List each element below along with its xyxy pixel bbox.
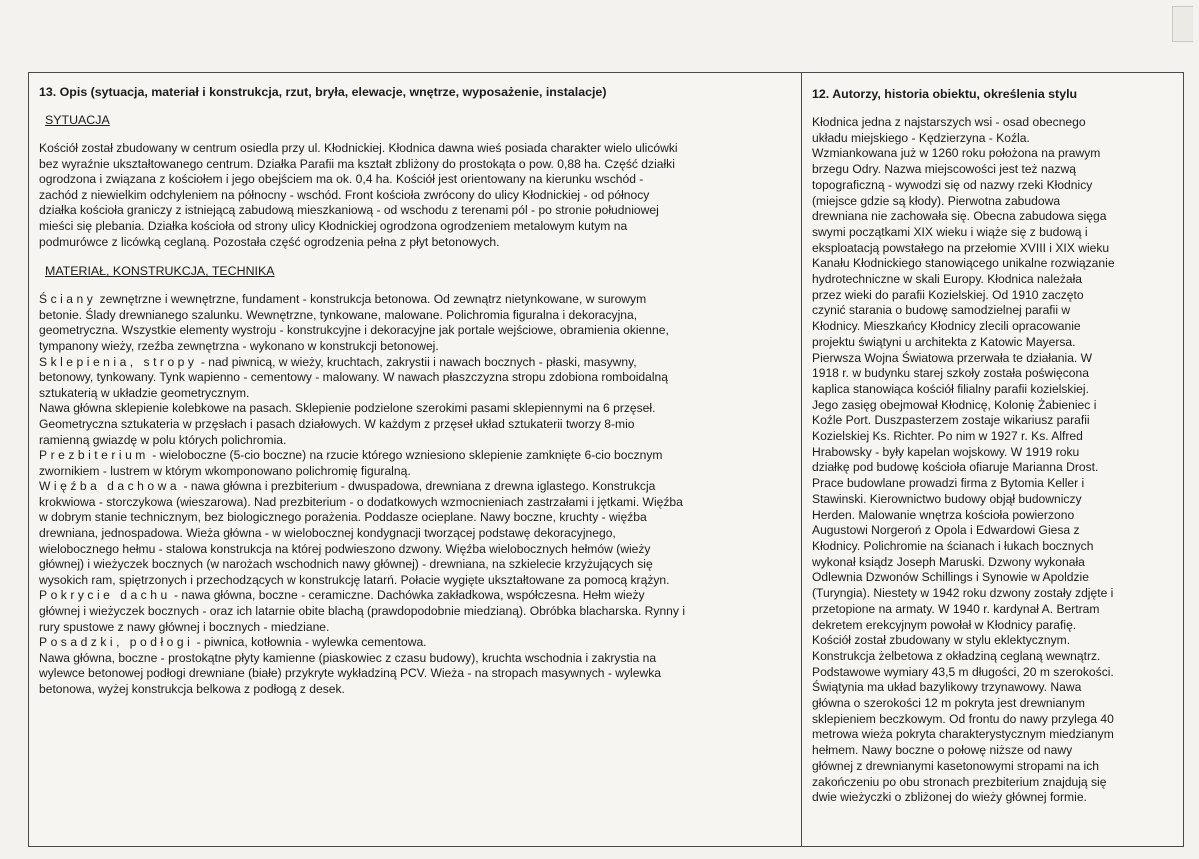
- material-text: drewniana, jednospadowa. Wieża główna - w wielobocznej kondygnacji tworzącej podstawę dekoracyjnego,: [39, 526, 616, 541]
- material-line: [39, 510, 791, 526]
- history-line: Augustowi Norgeroń z Opola i Edwardowi Giesa z: [812, 523, 1080, 538]
- history-column: [802, 73, 1183, 846]
- material-line: [39, 620, 791, 636]
- history-line: sklepieniem beczkowym. Od frontu do nawy przylega 40: [812, 711, 1114, 726]
- history-line: Świątynia ma układ bazylikowy trzynawowy. Nawa: [812, 680, 1082, 695]
- material-text: - piwnica, kotłownia - wylewka cementowa.: [193, 635, 427, 650]
- history-line: Jego zasięg obejmował Kłodnicę, Kolonię Żabieniec i: [812, 397, 1097, 412]
- history-line: Konstrukcja żelbetowa z okładziną ceglaną wewnątrz.: [812, 648, 1101, 663]
- material-line: [39, 651, 791, 667]
- material-text: głównej i wieżyczek bocznych - oraz ich latarnie obite blachą (prawdopodobnie miedzianą). Obróbka blacharska. Rynny i: [39, 604, 686, 619]
- material-text: wysokich ram, spiętrzonych i przechodzących w konstrukcję latarń. Połacie wygięte ukształtowane za pomocą krążyn.: [39, 572, 670, 587]
- material-text: krokwiowa - storczykowa (wieszarowa). Nad prezbiterium - o dodatkowych wzmocnieniach zastrzałami i jętkami. Więźba: [39, 494, 683, 509]
- history-line: hełmem. Nawy boczne o połowę niższe od nawy: [812, 743, 1073, 758]
- history-line: dekretem erekcyjnym powołał w Kłodnicy parafię.: [812, 617, 1077, 632]
- description-heading: 13. Opis (sytuacja, materiał i konstrukcja, rzut, bryła, elewacje, wnętrze, wyposażenie, instalacje): [39, 85, 607, 99]
- history-line: główna o szerokości 12 m pokryta jest drewnianym: [812, 696, 1085, 711]
- material-term: Sklepienia, stropy: [39, 354, 198, 369]
- history-line: 1918 r. w budynku starej szkoły została poświęcona: [812, 366, 1089, 381]
- situation-paragraph: [39, 141, 791, 250]
- material-paragraph: [39, 292, 791, 697]
- material-text: Geometryczna sztukateria w przęsłach i pasach działowych. W każdym z przęseł układ sztukaterii tworzy 8-mio: [39, 416, 635, 431]
- history-line: hydrotechniczne w skali Europy. Kłodnica należała: [812, 272, 1083, 287]
- material-line: [39, 557, 791, 573]
- material-line: [39, 635, 791, 651]
- history-line: Kanału Kłodnickiego stanowiącego unikalne rozwiązanie: [812, 256, 1115, 271]
- history-line: topograficzną - wywodzi się od nazwy rzeki Kłodnicy: [812, 177, 1093, 192]
- history-line: zakończeniu po obu stronach prezbiterium znajdują się: [812, 774, 1107, 789]
- material-line: [39, 495, 791, 511]
- material-line: [39, 588, 791, 604]
- material-text: ramienną gwiazdę w polu których polichromia.: [39, 432, 287, 447]
- history-line: (Turyngia). Niestety w 1942 roku dzwony zostały zdjęte i: [812, 586, 1114, 601]
- material-term: Prezbiterium: [39, 448, 149, 463]
- material-line: [39, 386, 791, 402]
- history-line: metrowa wieża pokryta charakterystycznym miedzianym: [812, 727, 1114, 742]
- history-line: układu miejskiego - Kędzierzyna - Koźla.: [812, 130, 1030, 145]
- history-line: dwie wieżyczki o zbliżonej do wieży głównej formie.: [812, 790, 1087, 805]
- history-line: kaplica stanowiąca kościół filialny parafii kozielskiej.: [812, 381, 1089, 396]
- history-line: Podstawowe wymiary 43,5 m długości, 20 m szerokości.: [812, 664, 1114, 679]
- material-text: - wieloboczne (5-cio boczne) na rzucie którego wzniesiono sklepienie zamknięte 6-cio bocznym: [148, 448, 663, 463]
- material-text: geometryczna. Wszystkie elementy wystroju - konstrukcyjne i dekoracyjne jak portale wejściowe, obramienia okienne,: [39, 323, 669, 338]
- material-text: betonowa, wyżej konstrukcja belkowa z podłogą z desek.: [39, 682, 345, 696]
- history-line: działkę pod budowę kościoła ofiaruje Marianna Drost.: [812, 460, 1099, 475]
- history-line: wykonał ksiądz Joseph Maruski. Dzwony wykonała: [812, 554, 1085, 569]
- material-text: - nawa główna, boczne - ceramiczne. Dachówka zakładkowa, współczesna. Hełm wieży: [170, 588, 645, 603]
- situation-line: działka kościoła graniczy z istniejącą zabudową mieszkaniową - od wschodu z terenami pól - po stronie południowej: [39, 203, 659, 218]
- situation-line: zachód z niewielkim odchyleniem na północny - wschód. Front kościoła zwrócony do ulicy Kłodnickiej - od północy: [39, 187, 650, 202]
- history-line: Stawinski. Kierownictwo budowy objął budowniczy: [812, 491, 1082, 506]
- material-line: [39, 666, 791, 682]
- situation-line: ogrodzona i związana z kościołem i jego obejściem ma ok. 0,4 ha. Kościół jest orientowany na kierunku wschód -: [39, 172, 644, 187]
- history-line: swymi początkami XIX wieku i wiąże się z budową i: [812, 224, 1088, 239]
- history-line: Kozielskiej Ks. Richter. Po nim w 1927 r. Ks. Alfred: [812, 429, 1083, 444]
- history-line: Wzmiankowana już w 1260 roku położona na prawym: [812, 146, 1101, 161]
- material-text: głównej) i wieżyczek bocznych (w narożach wschodnich nawy głównej) - drewniana, na szkielecie krzyżujących się: [39, 557, 653, 572]
- history-line: brzegu Odry. Nazwa miejscowości jest też nazwą: [812, 162, 1076, 177]
- history-line: Odlewnia Dzwonów Schillings i Synowie w Apoldzie: [812, 570, 1089, 585]
- material-line: [39, 308, 791, 324]
- history-line: czynić starania o budowę samodzielnej parafii w: [812, 303, 1071, 318]
- situation-line: Kościół został zbudowany w centrum osiedla przy ul. Kłodnickiej. Kłodnica dawna wieś posiada charakter wielo ulicówki: [39, 141, 678, 155]
- description-column: [29, 73, 802, 846]
- material-term: Posadzki, podłogi: [39, 635, 194, 650]
- material-text: betonowy, tynkowany. Tynk wapienno - cementowy - malowany. W nawach płaszczyzna stropu zdobiona romboidalną: [39, 370, 668, 385]
- history-paragraph: [812, 115, 1175, 806]
- material-line: [39, 355, 791, 371]
- material-line: [39, 604, 791, 620]
- material-text: wylewce betonowej podłogi drewniane (białe) przykryte wykładziną PCV. Wieża - na stropach masywnych - wylewka: [39, 666, 661, 681]
- material-text: sztukaterią w układzie geometrycznym.: [39, 385, 250, 400]
- material-term: Więźba dachowa: [39, 479, 181, 494]
- material-text: zewnętrzne i wewnętrzne, fundament - konstrukcja betonowa. Od zewnątrz nietynkowane, w surowym: [96, 292, 647, 307]
- material-line: [39, 526, 791, 542]
- history-line: Kłodnicy. Polichromie na ścianach i łukach bocznych: [812, 538, 1094, 553]
- history-line: głównej z drewnianymi kasetonowymi stropami na ich: [812, 758, 1100, 773]
- material-line: [39, 542, 791, 558]
- material-line: [39, 323, 791, 339]
- history-line: Kłodnicy. Mieszkańcy Kłodnicy zlecili opracowanie: [812, 319, 1081, 334]
- situation-line: bez wyraźnie ukształtowanego centrum. Działka Parafii ma kształt zbliżony do prostokąta o pow. 0,88 ha. Część działki: [39, 156, 675, 171]
- history-line: Prace budowlane prowadzi firma z Bytomia Keller i: [812, 476, 1085, 491]
- material-line: [39, 370, 791, 386]
- form-table: [28, 72, 1184, 847]
- material-text: Nawa główna, boczne - prostokątne płyty kamienne (piaskowiec z czasu budowy), kruchta wschodnia i zakrystia na: [39, 650, 657, 665]
- history-line: Koźle Port. Duszpasterzem zostaje wikariusz parafii: [812, 413, 1090, 428]
- history-line: Kłodnica jedna z najstarszych wsi - osad obecnego: [812, 115, 1086, 129]
- situation-line: mieści się plebania. Działka kościoła od strony ulicy Kłodnickiej ogrodzona ogrodzeniem metalowym kutym na: [39, 218, 628, 233]
- material-line: [39, 401, 791, 417]
- history-line: Pierwsza Wojna Światowa przerwała te działania. W: [812, 350, 1093, 365]
- material-text: betonie. Ślady drewnianego szalunku. Wewnętrzne, tynkowane, malowane. Polichromia figuralna i dekoracyjna,: [39, 307, 638, 322]
- history-line: (miejsce gdzie są kłody). Pierwotna zabudowa: [812, 193, 1061, 208]
- material-line: [39, 339, 791, 355]
- history-line: Hrabowsky - były kapelan wojskowy. W 1919 roku: [812, 444, 1080, 459]
- material-line: [39, 448, 791, 464]
- history-line: eksploatacją powstałego na przełomie XVIII i XIX wieku: [812, 240, 1110, 255]
- material-subheading: MATERIAŁ, KONSTRUKCJA, TECHNIKA: [45, 264, 275, 279]
- history-line: Kościół został zbudowany w stylu eklektycznym.: [812, 633, 1071, 648]
- history-line: Herden. Malowanie wnętrza kościoła powierzono: [812, 507, 1075, 522]
- material-line: [39, 573, 791, 589]
- material-text: - nad piwnicą, w wieży, kruchtach, zakrystii i nawach bocznych - płaski, masywny,: [197, 354, 637, 369]
- material-text: w dobrym stanie technicznym, bez biologicznego porażenia. Poddasze ocieplane. Nawy boczne, kruchty - więźba: [39, 510, 647, 525]
- material-text: rury spustowe z nawy głównej i bocznych - miedziane.: [39, 619, 330, 634]
- material-text: zwornikiem - lustrem w którym wkomponowano polichromię figuralną.: [39, 463, 411, 478]
- history-line: drewniana nie zachowała się. Obecna zabudowa sięga: [812, 209, 1107, 224]
- material-line: [39, 417, 791, 433]
- material-line: [39, 464, 791, 480]
- situation-subheading: SYTUACJA: [45, 113, 110, 127]
- material-line: [39, 433, 791, 449]
- material-line: [39, 479, 791, 495]
- material-text: - nawa główna i prezbiterium - dwuspadowa, drewniana z drewna iglastego. Konstrukcja: [180, 479, 656, 494]
- material-line: [39, 682, 791, 698]
- situation-line: podmurówce z licówką ceglaną. Pozostała część ogrodzenia pełna z płyt betonowych.: [39, 234, 500, 249]
- material-term: Pokrycie dachu: [39, 588, 171, 603]
- material-term: Ściany: [39, 292, 97, 307]
- history-line: przez wieki do parafii Kozielskiej. Od 1910 zaczęto: [812, 287, 1084, 302]
- material-text: wielobocznego hełmu - stalowa konstrukcja na której podwieszono dzwony. Więźba wielobocznych hełmów (wieży: [39, 541, 651, 556]
- history-line: projektu świątyni u architekta z Katowic Mayersa.: [812, 334, 1076, 349]
- material-text: tympanony wieży, rzeźba zewnętrzna - wykonano w konstrukcji betonowej.: [39, 338, 439, 353]
- history-heading: 12. Autorzy, historia obiektu, określenia stylu: [812, 87, 1078, 101]
- history-line: przetopione na armaty. W 1940 r. kardynał A. Bertram: [812, 601, 1100, 616]
- scan-edge-mark: [1172, 6, 1193, 42]
- material-line: [39, 292, 791, 308]
- material-text: Nawa główna sklepienie kolebkowe na pasach. Sklepienie podzielone szerokimi pasami sklepiennymi na 6 przęseł.: [39, 401, 656, 416]
